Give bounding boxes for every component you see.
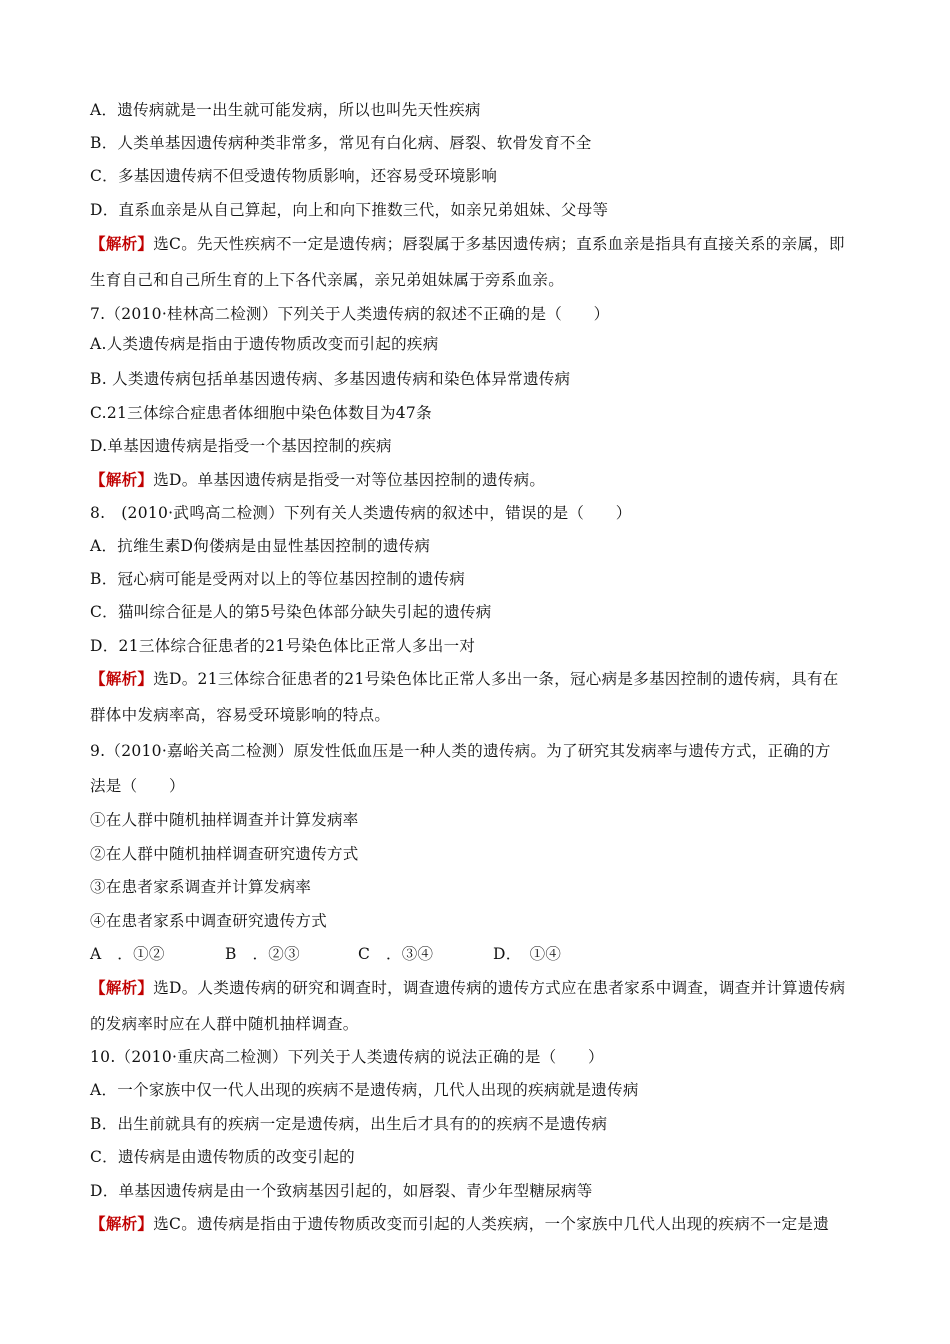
q10-analysis: 【解析】选C。遗传病是指由于遗传物质改变而引起的人类疾病，一个家族中几代人出现的疾病不一定是遗	[90, 1214, 829, 1233]
q9-item-4: ④在患者家系中调查研究遗传方式	[90, 912, 328, 930]
q9-choice-a: A ．①②	[90, 945, 165, 963]
q8-option-d: D．21三体综合征患者的21号染色体比正常人多出一对	[90, 637, 476, 655]
q9-analysis-line-1: 【解析】选D。人类遗传病的研究和调查时，调查遗传病的遗传方式应在患者家系中调查，调查并计算遗传病	[90, 978, 846, 997]
q9-choice-d: D． ①④	[493, 945, 562, 963]
q9-choice-b: B ．②③	[225, 945, 300, 963]
q10-option-b: B．出生前就具有的疾病一定是遗传病，出生后才具有的的疾病不是遗传病	[90, 1115, 608, 1133]
q9-analysis-line-2: 的发病率时应在人群中随机抽样调查。	[90, 1015, 359, 1033]
q10-option-c: C．遗传病是由遗传物质的改变引起的	[90, 1148, 355, 1166]
analysis-tag: 【解析】	[90, 234, 154, 253]
q8-option-b: B．冠心病可能是受两对以上的等位基因控制的遗传病	[90, 570, 466, 588]
q6-option-b: B．人类单基因遗传病种类非常多，常见有白化病、唇裂、软骨发育不全	[90, 134, 592, 152]
q8-analysis-line-2: 群体中发病率高，容易受环境影响的特点。	[90, 706, 391, 724]
q6-option-d: D．直系血亲是从自己算起，向上和向下推数三代，如亲兄弟姐妹、父母等	[90, 201, 609, 219]
q8-option-c: C．猫叫综合征是人的第5号染色体部分缺失引起的遗传病	[90, 603, 492, 621]
q10-stem: 10.（2010·重庆高二检测）下列关于人类遗传病的说法正确的是（ ）	[90, 1048, 604, 1066]
q7-option-b: B. 人类遗传病包括单基因遗传病、多基因遗传病和染色体异常遗传病	[90, 370, 571, 388]
q8-analysis-line-1: 【解析】选D。21三体综合征患者的21号染色体比正常人多出一条，冠心病是多基因控制的遗传病，具有在	[90, 669, 839, 688]
q10-option-d: D．单基因遗传病是由一个致病基因引起的，如唇裂、青少年型糖尿病等	[90, 1182, 593, 1200]
q6-option-a: A．遗传病就是一出生就可能发病，所以也叫先天性疾病	[90, 101, 481, 119]
q7-analysis: 【解析】选D。单基因遗传病是指受一对等位基因控制的遗传病。	[90, 470, 546, 489]
q6-analysis-line-2: 生育自己和自己所生育的上下各代亲属，亲兄弟姐妹属于旁系血亲。	[90, 271, 565, 289]
analysis-tag: 【解析】	[90, 470, 154, 489]
q6-analysis-line-1: 【解析】选C。先天性疾病不一定是遗传病；唇裂属于多基因遗传病；直系血亲是指具有直接关系的亲属，即	[90, 234, 845, 253]
analysis-tag: 【解析】	[90, 1214, 154, 1233]
q6-option-c: C．多基因遗传病不但受遗传物质影响，还容易受环境影响	[90, 167, 498, 185]
q7-option-a: A.人类遗传病是指由于遗传物质改变而引起的疾病	[90, 335, 439, 353]
q10-option-a: A．一个家族中仅一代人出现的疾病不是遗传病，几代人出现的疾病就是遗传病	[90, 1081, 639, 1099]
q8-option-a: A．抗维生素D佝偻病是由显性基因控制的遗传病	[90, 537, 431, 555]
q9-stem-line-1: 9.（2010·嘉峪关高二检测）原发性低血压是一种人类的遗传病。为了研究其发病率与遗传方式，正确的方	[90, 742, 831, 760]
analysis-tag: 【解析】	[90, 978, 154, 997]
analysis-tag: 【解析】	[90, 669, 154, 688]
q9-item-2: ②在人群中随机抽样调查研究遗传方式	[90, 845, 359, 863]
q7-stem: 7.（2010·桂林高二检测）下列关于人类遗传病的叙述不正确的是（ ）	[90, 305, 610, 323]
q9-item-3: ③在患者家系调查并计算发病率	[90, 878, 312, 896]
q7-option-c: C.21三体综合症患者体细胞中染色体数目为47条	[90, 404, 432, 422]
q9-stem-line-2: 法是（ ）	[90, 777, 185, 795]
q8-stem: 8. (2010·武鸣高二检测）下列有关人类遗传病的叙述中，错误的是（ ）	[90, 504, 632, 522]
q7-option-d: D.单基因遗传病是指受一个基因控制的疾病	[90, 437, 392, 455]
q9-choice-c: C ．③④	[358, 945, 434, 963]
q9-item-1: ①在人群中随机抽样调查并计算发病率	[90, 811, 359, 829]
